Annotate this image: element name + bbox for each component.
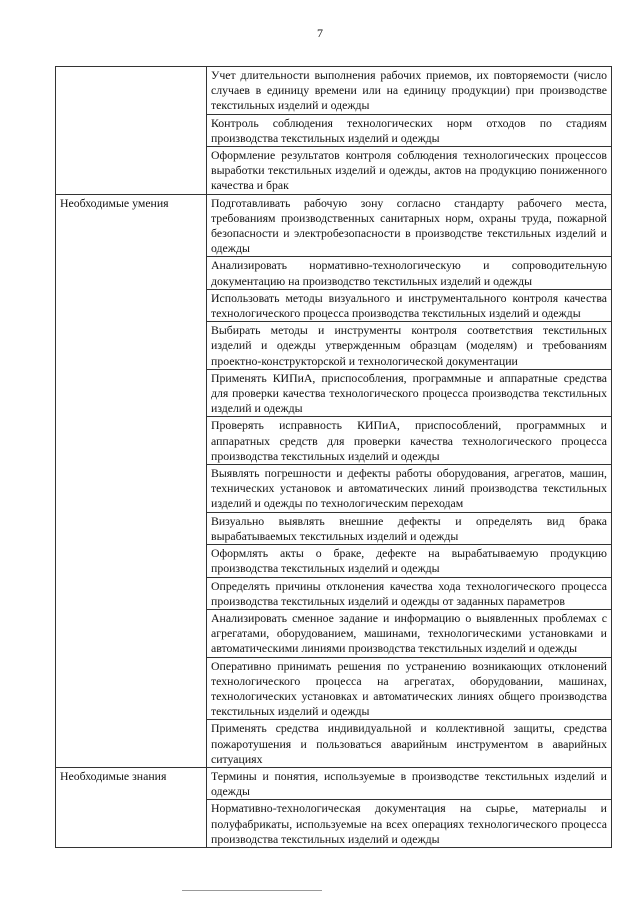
requirement-text: Учет длительности выполнения рабочих приемов, их повторяемости (число случаев в единицу времени или на единицу продукции) при производстве текстильных изделий и одежды [207,67,612,115]
requirement-text: Применять средства индивидуальной и коллективной защиты, средства пожаротушения и пользоваться аварийным инструментом в аварийных ситуациях [207,720,612,768]
requirement-text: Проверять исправность КИПиА, приспособлений, программных и аппаратных средств для проверки качества технологического процесса производства текстильных изделий и одежды [207,417,612,465]
requirement-text: Оформлять акты о браке, дефекте на вырабатываемую продукцию производства текстильных изделий и одежды [207,545,612,577]
requirement-text: Использовать методы визуального и инструментального контроля качества технологического процесса производства текстильных изделий и одежды [207,289,612,321]
requirement-text: Определять причины отклонения качества хода технологического процесса производства текстильных изделий и одежды от заданных параметров [207,577,612,609]
page-number: 7 [317,26,323,40]
section-label: Необходимые знания [56,767,207,847]
section-label [56,67,207,195]
requirement-text: Выбирать методы и инструменты контроля соответствия текстильных изделий и одежды утвержденным образцам (моделям) и требованиям проектно-конструкторской и технологической документации [207,322,612,370]
requirement-text: Подготавливать рабочую зону согласно стандарту рабочего места, требованиям производственных санитарных норм, охраны труда, пожарной безопасности и электробезопасности в производстве текстильных изделий и одежды [207,194,612,257]
table-row [56,67,612,115]
requirement-text: Контроль соблюдения технологических норм отходов по стадиям производства текстильных изделий и одежды [207,114,612,146]
requirement-text: Выявлять погрешности и дефекты работы оборудования, агрегатов, машин, технических установок и автоматических линий производства текстильных изделий и одежды по технологическим переходам [207,465,612,513]
section-label: Необходимые умения [56,194,207,767]
requirement-text: Применять КИПиА, приспособления, программные и аппаратные средства для проверки качества технологического процесса производства текстильных изделий и одежды [207,369,612,417]
competency-table-body [56,67,612,848]
bottom-rule [182,890,322,891]
requirement-text: Оформление результатов контроля соблюдения технологических процессов выработки текстильных изделий и одежды, актов на продукцию пониженного качества и брак [207,147,612,195]
competency-table [55,66,612,848]
table-row [56,194,612,257]
requirement-text: Нормативно-технологическая документация на сырье, материалы и полуфабрикаты, используемые на всех операциях технологического процесса производства текстильных изделий и одежды [207,800,612,848]
requirement-text: Анализировать нормативно-технологическую и сопроводительную документацию на производство текстильных изделий и одежды [207,257,612,289]
table-row [56,767,612,799]
requirement-text: Анализировать сменное задание и информацию о выявленных проблемах с агрегатами, оборудованием, машинами, технологическими установками и автоматическими линиями производства текстильных изделий и одежды [207,609,612,657]
requirement-text: Визуально выявлять внешние дефекты и определять вид брака вырабатываемых текстильных изделий и одежды [207,512,612,544]
requirement-text: Термины и понятия, используемые в производстве текстильных изделий и одежды [207,767,612,799]
requirement-text: Оперативно принимать решения по устранению возникающих отклонений технологического процесса на агрегатах, оборудовании, машинах, технологических установках и автоматических линиях общего производства текстильных изделий и одежды [207,657,612,720]
